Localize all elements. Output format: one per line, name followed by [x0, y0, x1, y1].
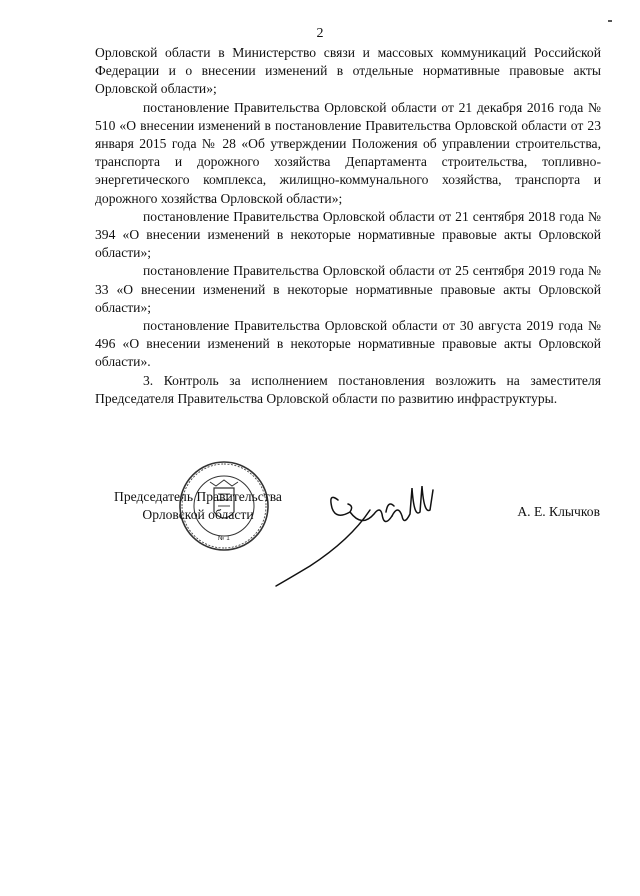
svg-text:№ 1: № 1 [218, 535, 230, 542]
paragraph-decree-510: постановление Правительства Орловской области от 21 декабря 2016 года № 510 «О внесении изменений в постановление Правительства Орловской области от 23 января 2015 года № 28 «Об утверждении Положения об управлении строительства, транспорта и дорожного хозяйства Департамента строительства, топливно-энергетического комплекса, жилищно-коммунального хозяйства, транспорта и дорожного хозяйства Орловской области»; [95, 99, 601, 206]
signer-title-line2: Орловской области [142, 507, 254, 522]
signer-title-line1: Председатель Правительства [114, 489, 282, 504]
paragraph-decree-33: постановление Правительства Орловской области от 25 сентября 2019 года № 33 «О внесении изменений в некоторые нормативные правовые акты Орловской области»; [95, 263, 601, 315]
paragraph-decree-394: постановление Правительства Орловской области от 21 сентября 2018 года № 394 «О внесении изменений в некоторые нормативные правовые акты Орловской области»; [95, 208, 601, 261]
document-body [95, 44, 601, 408]
signature-block [0, 460, 640, 600]
scan-mark [608, 20, 612, 22]
handwritten-signature [270, 470, 445, 588]
page-number: 2 [316, 26, 324, 41]
signer-name: А. Е. Клычков [517, 504, 600, 519]
paragraph-control-clause: 3. Контроль за исполнением постановления возложить на заместителя Председателя Правительства Орловской области по развитию инфраструктуры. [95, 372, 601, 406]
paragraph-decree-496: постановление Правительства Орловской области от 30 августа 2019 года № 496 «О внесении изменений в некоторые нормативные правовые акты Орловской области». [95, 318, 601, 370]
paragraph-continuation: Орловской области в Министерство связи и массовых коммуникаций Российской Федерации и о внесении изменений в отдельные нормативные правовые акты Орловской области»; [95, 45, 601, 97]
signer-title [98, 488, 298, 524]
